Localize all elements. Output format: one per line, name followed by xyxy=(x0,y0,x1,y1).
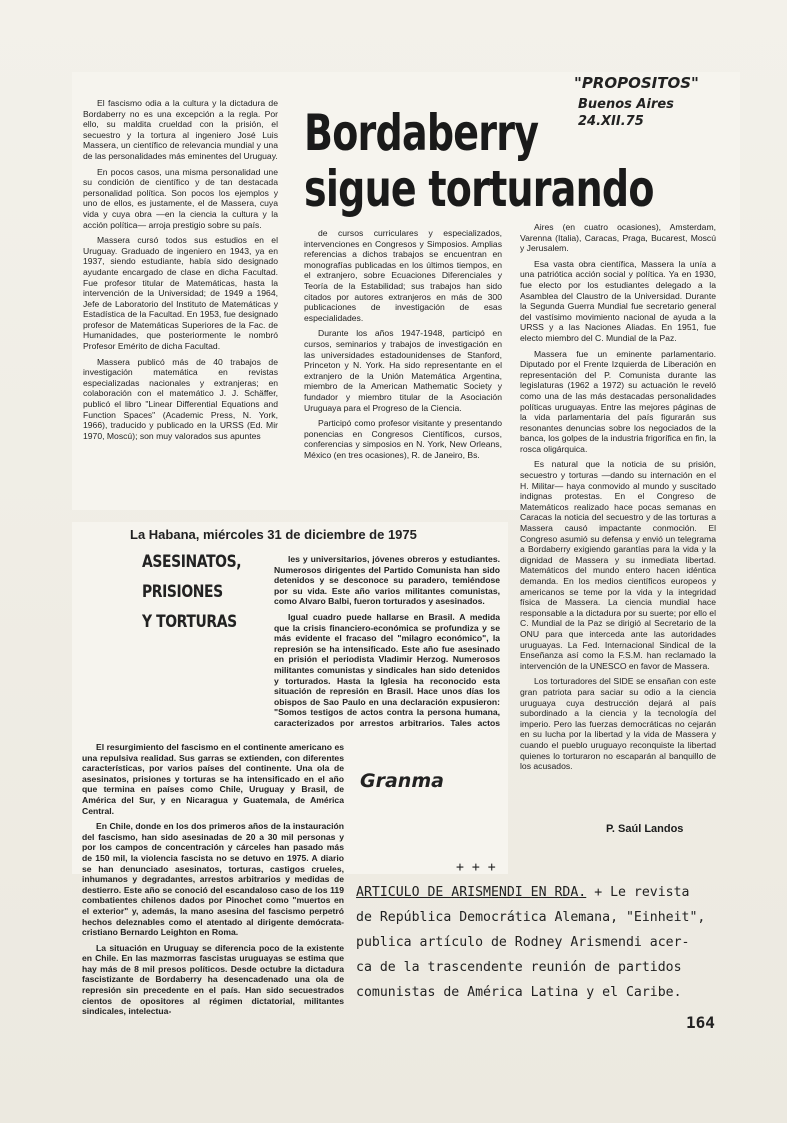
paragraph: Igual cuadro puede hallarse en Brasil. A medida que la crisis financiero-económica se profundiza y se más evidente el fracaso del "milagro económico", la represión se ha intensificado. Este año fue asesinado en prisión el periodista Vladimir Herzog. Numerosos militantes comunistas y sindicales han sido detenidos y torturados. Hasta la Iglesia ha reconocido esta situación de represión en Brasil. Hace unos días los obispos de Sao Paulo en una declaración expusieron: "Somos testigos de actos contra la persona humana, caracterizados por arrestos arbitrarios. Tales actos xyxy=(274,611,500,728)
headline-line-2: sigue torturando xyxy=(304,160,654,218)
paragraph: En pocos casos, una misma personalidad une su condición de científico y de tan destacada personalidad política. Son pocos los ejemplos y uno de ellos, es justamente, el de Massera, cuya vida y cuya obra —en la ciencia la cultura y la acción política— arroja prestigio sobre su país. xyxy=(83,166,278,230)
granma-top-column xyxy=(274,554,500,730)
paragraph: El fascismo odia a la cultura y la dictadura de Bordaberry no es una excepción a la regla. Por ello, su maldita crueldad con la prisión, el secuestro y la tortura al ingeniero José Luis Massera, un científico de relevancia mundial y una de las personalidades más eminentes del Uruguay. xyxy=(83,98,278,161)
paragraph: Es natural que la noticia de su prisión, secuestro y torturas —dando su internación en el H. Militar— haya conmovido al mundo y suscitado indignas protestas. En el Congreso de Matemáticos realizado hace pocas semanas en Caracas la noticia del secuestro y de las torturas a Massera causó impactante conmoción. El Congreso asumió su defensa y envió un telegrama a Bordaberry exigiendo garantías para la vida y la dignidad de Massera y su inmediata libertad. Matemáticos del mundo entero hacen idéntica demanda. En los medios científicos europeos y americanos se teme por la vida y la integridad física de Massera. La ciencia mundial hace responsable a la dictadura por su suerte; por ello el C. Mundial de la Paz se dirigió al Secretario de la ONU para que interceda ante las autoridades uruguayas. La Fed. Internacional Sindical de la Enseñanza así como la F.S.M. han reclamado la intervención de la UNESCO en favor de Massera. xyxy=(520,459,716,671)
paragraph: de cursos curriculares y especializados, intervenciones en Congresos y Simposios. Amplias referencias a dichos trabajos se encuentran en monografías publicadas en los últimos tiempos, en el extranjero, sobre Ecuaciones Diferenciales y Teoría de la Estabilidad; sus trabajos han sido citados por autores extranjeros en más de 300 publicaciones de investigación de esas especialidades. xyxy=(304,228,502,323)
paragraph: Los torturadores del SIDE se ensañan con este gran patriota para saciar su odio a la ciencia uruguaya cuya destrucción dejará al país subordinado a la ciencia y la tecnología del imperio. Pero las fuerzas democráticas no cejarán en su lucha por la libertad y la vida de Massera y cuando el pueblo uruguayo reconquiste la libertad quienes lo torturaron no escaparán al banquillo de los acusados. xyxy=(520,676,716,772)
note-line-5: comunistas de América Latina y el Caribe. xyxy=(356,985,682,1000)
note-line-3: publica artículo de Rodney Arismendi acer- xyxy=(356,935,690,950)
note-title: ARTICULO DE ARISMENDI EN RDA. xyxy=(356,885,587,900)
note-line-1-rest: + Le revista xyxy=(594,885,690,900)
granma-bottom-column xyxy=(82,742,344,1032)
propositos-column-2 xyxy=(304,228,502,498)
paragraph: Massera cursó todos sus estudios en el Uruguay. Graduado de ingeniero en 1943, ya en 1937, siendo estudiante, había sido designado ayudante encargado de clase en dicha Facultad. Fue profesor titular de Matemáticas, hasta la intervención de la Universidad; de 1949 a 1964, Jefe de Laboratorio del Instituto de Matemáticas y Estadística de la Facultad. En 1953, fue designado profesor de Matemáticas Superiores de la Fac. de Humanidades, que posteriormente le nombró Profesor Emérito de dicha Facultad. xyxy=(83,235,278,352)
granma-dateline: La Habana, miércoles 31 de diciembre de 1975 xyxy=(130,527,417,542)
paragraph: Esa vasta obra científica, Massera la unía a una patriótica acción social y política. Ya en 1930, fue electo por los estudiantes delegado a la Asamblea del Claustro de la Universidad. Durante la Segunda Guerra Mundial fue secretario general del vastísimo movimiento nacional de ayuda a la URSS y a las Naciones Aliadas. En 1951, fue electo miembro del C. Mundial de la Paz. xyxy=(520,258,716,343)
granma-masthead: Granma xyxy=(360,770,444,792)
page-number: 164 xyxy=(686,1013,715,1032)
note-marks: + + + xyxy=(456,860,496,875)
paragraph: Participó como profesor visitante y presentando ponencias en Congresos Científicos, cursos, conferencias y simposios en N. York, New Orleans, México (en tres ocasiones), R. de Janeiro, Bs. xyxy=(304,418,502,460)
paragraph: Massera publicó más de 40 trabajos de investigación matemática en revistas especializadas nacionales y extranjeras; en colaboración con el matemático J. J. Schäffer, publicó el libro "Linear Differential Equations and Function Spaces" (Academic Press, N. York, 1966), traducido y publicado en la URSS (Ed. Mir 1970, Moscú); son muy valorados sus apuntes xyxy=(83,356,278,441)
note-line-4: ca de la trascendente reunión de partidos xyxy=(356,960,682,975)
publication-name: "PROPOSITOS" xyxy=(574,74,699,92)
heading-line-3: Y TORTURAS xyxy=(142,612,237,632)
paragraph: Aires (en cuatro ocasiones), Amsterdam, Varenna (Italia), Caracas, Praga, Bucarest, Moscú y Jerusalem. xyxy=(520,222,716,254)
note-line-1 xyxy=(356,880,705,905)
propositos-column-1 xyxy=(83,98,278,494)
publication-place: Buenos Aires xyxy=(578,97,674,112)
paragraph: les y universitarios, jóvenes obreros y estudiantes. Numerosos dirigentes del Partido Comunista han sido detenidos y se desconoce su paradero, temiéndose por su vida. Este año varios militantes comunistas, como Alvaro Balbi, fueron torturados y asesinados. xyxy=(274,554,500,607)
paragraph: La situación en Uruguay se diferencia poco de la existente en Chile. En las mazmorras fascistas uruguayas se estima que hay más de 8 mil presos políticos. Desde octubre la dictadura fascistizante de Bordaberry ha desencadenado una ola de represión sin precedente en el país. Han sido secuestrados cientos de opositores al régimen dictatorial, militantes sindicales, intelectua- xyxy=(82,942,344,1017)
headline-line-1: Bordaberry xyxy=(304,104,539,162)
heading-line-2: PRISIONES xyxy=(142,582,223,602)
byline: P. Saúl Landos xyxy=(606,823,684,835)
typed-note xyxy=(356,856,705,1005)
paragraph: Durante los años 1947-1948, participó en cursos, seminarios y trabajos de investigación en las universidades estadounidenses de Stanford, Princeton y N. York. Ha sido representante en el extranjero de la Unión Matemática Argentina, miembro de la American Mathematic Society y fundador y miembro titular de la Asociación Uruguaya para el Progreso de la Ciencia. xyxy=(304,328,502,413)
granma-heading xyxy=(142,552,241,642)
note-line-2: de República Democrática Alemana, "Einheit", xyxy=(356,910,706,925)
heading-line-1: ASESINATOS, xyxy=(142,552,242,572)
paragraph: El resurgimiento del fascismo en el continente americano es una repulsiva realidad. Sus garras se extienden, con diferentes características, por varios países del continente. Una ola de asesinatos, prisiones y torturas se ha intensificado en el año que termina en países como Chile, Uruguay y Brasil, de América del Sur, y en Nicaragua y Guatemala, de América Central. xyxy=(82,742,344,816)
propositos-column-3 xyxy=(520,222,716,800)
publication-date: 24.XII.75 xyxy=(578,114,644,129)
paragraph: Massera fue un eminente parlamentario. Diputado por el Frente Izquierda de Liberación en representación del P. Comunista durante las legislaturas (1962 a 1972) su actuación le reveló como una de las más destacadas personalidades políticas uruguayas. Entre las mejores páginas de la vida parlamentaria del país figurarán sus resonantes denuncias sobre los negociados de la banca, los golpes de la industria frigorífica en fin, la rosca oligárquica. xyxy=(520,348,716,454)
paragraph: En Chile, donde en los dos primeros años de la instauración del fascismo, han sido asesinadas de 20 a 30 mil personas y por los campos de concentración y cárceles han pasado más de 150 mil, la violencia fascista no se detuvo en 1975. A diario se han denunciado asesinatos, torturas, castigos crueles, inhumanos y degradantes, arrestos arbitrarios y medidas de destierro. Este año se conoció del escandaloso caso de los 119 combatientes chilenos dados por Pinochet como "muertos en el exterior" y, además, la mano asesina del fascismo perpetró hechos deleznables como el atentado al dirigente demócrata-cristiano Bernardo Leighton en Roma. xyxy=(82,821,344,938)
